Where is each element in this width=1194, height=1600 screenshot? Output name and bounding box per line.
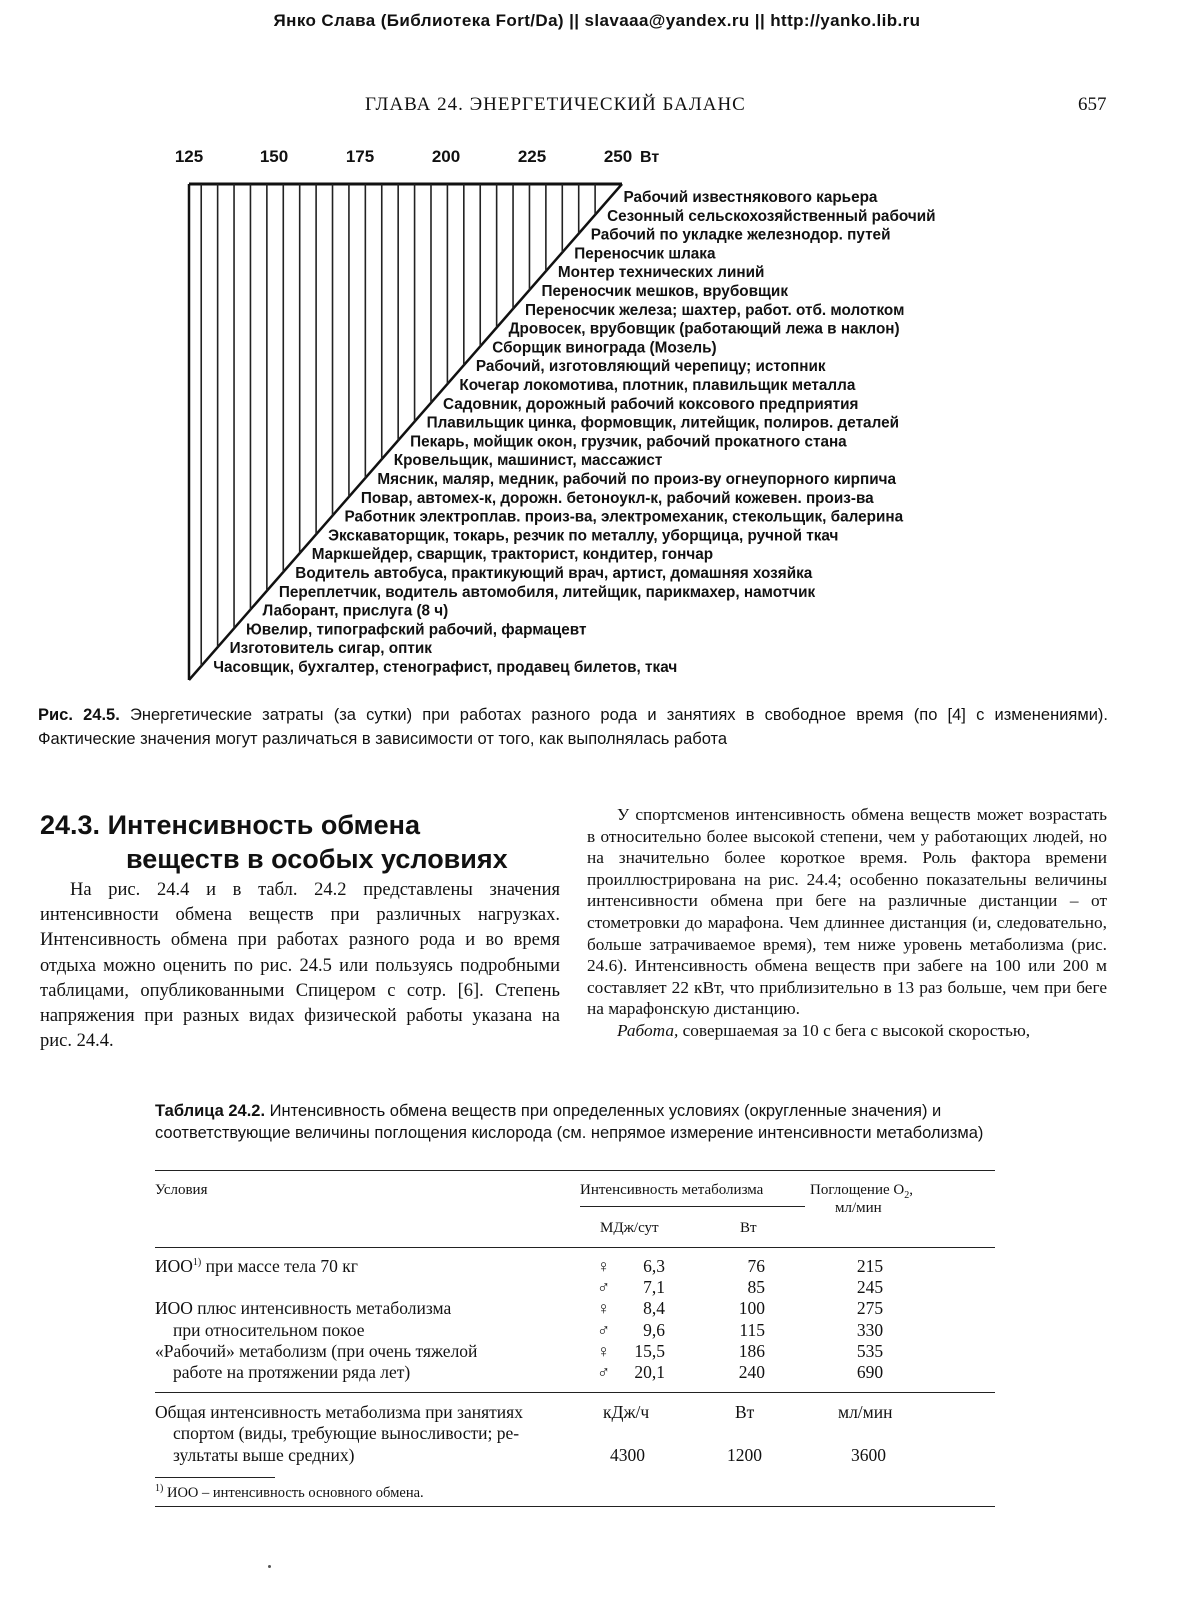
- row-sex: ♀: [597, 1298, 611, 1318]
- left-column: [40, 878, 560, 1054]
- occupation-label: Рабочий по укладке железнодор. путей: [590, 226, 891, 244]
- sport-line2: спортом (виды, требующие выносливости; ре-: [173, 1423, 520, 1443]
- row-o2: 245: [856, 1277, 884, 1297]
- occupation-label: Кровельщик, машинист, массажист: [393, 452, 663, 470]
- axis-tick-label: 225: [517, 147, 547, 166]
- footnote-rule: [155, 1477, 275, 1478]
- sport-unit-kj: кДж/ч: [603, 1402, 650, 1422]
- axis-tick-label: 125: [174, 147, 204, 166]
- right-paragraph-continued: [587, 1020, 1107, 1042]
- header-metabolism-rule: [580, 1206, 805, 1207]
- section-heading: [40, 808, 508, 876]
- row-o2: 330: [856, 1320, 884, 1340]
- row-o2: 690: [856, 1362, 884, 1382]
- axis-tick-label: 175: [345, 147, 375, 166]
- axis-tick-label: 250: [603, 147, 633, 166]
- table-caption-label: Таблица 24.2.: [155, 1102, 266, 1120]
- occupation-label: Мясник, маляр, медник, рабочий по произ-ву огнеупорного кирпича: [377, 471, 897, 488]
- row-o2: 275: [856, 1298, 884, 1318]
- section-title-line1: Интенсивность обмена: [107, 810, 420, 840]
- footnote-mark: 1): [155, 1483, 164, 1494]
- occupation-label: Дровосек, врубовщик (работающий лежа в наклон): [508, 320, 900, 338]
- footnote: [155, 1483, 424, 1502]
- occupation-label: Часовщик, бухгалтер, стенографист, продавец билетов, ткач: [213, 659, 678, 676]
- occupation-label: Изготовитель сигар, оптик: [229, 640, 432, 658]
- header-oxygen-unit: мл/мин: [835, 1200, 882, 1216]
- occupation-label: Пекарь, мойщик окон, грузчик, рабочий прокатного стана: [410, 433, 847, 451]
- occupation-label: Переносчик мешков, врубовщик: [541, 283, 788, 300]
- energy-expenditure-figure: [0, 140, 1194, 690]
- occupation-label: Маркшейдер, сварщик, тракторист, кондитер, гончар: [311, 546, 714, 564]
- occupation-label: Повар, автомех-к, дорожн. бетоноукл-к, рабочий кожевен. произ-ва: [360, 489, 874, 507]
- header-bottom-rule: [155, 1247, 995, 1248]
- occupation-label: Сезонный сельскохозяйственный рабочий: [607, 207, 936, 225]
- figure-caption-text: Энергетические затраты (за сутки) при работах разного рода и занятиях в свободное время (по [4] с изменениями). Фактические значения могут различаться в зависимости от того, как выполнялась работа: [38, 706, 1108, 748]
- occupation-label: Переплетчик, водитель автомобиля, литейщик, парикмахер, намотчик: [278, 583, 816, 601]
- table-caption-text: Интенсивность обмена веществ при определенных условиях (округленные значения) и соответствующие величины поглощения кислорода (см. непрямое измерение интенсивности метаболизма): [155, 1102, 984, 1142]
- occupation-label: Водитель автобуса, практикующий врач, артист, домашняя хозяйка: [295, 565, 813, 582]
- table-bottom-rule: [155, 1506, 995, 1507]
- running-head: ГЛАВА 24. ЭНЕРГЕТИЧЕСКИЙ БАЛАНС: [365, 94, 746, 115]
- subheader-mj: МДж/сут: [600, 1220, 659, 1236]
- header-oxygen-comma: ,: [909, 1182, 913, 1198]
- occupation-label: Садовник, дорожный рабочий коксового предприятия: [442, 395, 859, 413]
- sport-w: 1200: [727, 1445, 762, 1465]
- row-w: 186: [738, 1341, 765, 1361]
- row-w: 100: [738, 1298, 765, 1318]
- axis-tick-label: 200: [431, 147, 461, 166]
- section-number: 24.3.: [40, 810, 101, 840]
- right-italic-word: Работа,: [617, 1020, 679, 1040]
- row-sex: ♂: [597, 1362, 611, 1382]
- header-oxygen-sub: 2: [904, 1190, 910, 1201]
- sport-unit-ml: мл/мин: [838, 1402, 893, 1422]
- row-mj: 6,3: [643, 1256, 665, 1276]
- row-sex: ♀: [597, 1256, 611, 1276]
- row-condition-text: ИОО: [155, 1256, 193, 1276]
- occupation-label: Переносчик железа; шахтер, работ. отб. молотком: [525, 301, 905, 319]
- axis-unit-label: Вт: [640, 149, 660, 166]
- header-metabolism: Интенсивность метаболизма: [580, 1182, 764, 1198]
- row-o2: 535: [856, 1341, 884, 1361]
- row-o2: 215: [856, 1256, 884, 1276]
- row-w: 85: [747, 1277, 765, 1297]
- row-condition: [155, 1256, 358, 1277]
- sport-line3: зультаты выше средних): [173, 1445, 355, 1465]
- occupation-label: Переносчик шлака: [574, 245, 716, 263]
- occupation-label: Работник электроплав. произ-ва, электромеханик, стекольщик, балерина: [344, 508, 904, 526]
- row-condition: работе на протяжении ряда лет): [173, 1362, 411, 1382]
- sport-kj: 4300: [610, 1445, 645, 1465]
- row-w: 76: [747, 1256, 765, 1276]
- row-condition: ИОО плюс интенсивность метаболизма: [155, 1298, 452, 1318]
- subheader-w: Вт: [740, 1220, 757, 1236]
- occupation-label: Ювелир, типографский рабочий, фармацевт: [246, 621, 587, 639]
- header-oxygen: [810, 1182, 913, 1201]
- occupation-label: Сборщик винограда (Мозель): [492, 339, 717, 357]
- occupation-label: Рабочий, изготовляющий черепицу; истопник: [475, 358, 826, 376]
- footnote-text: ИОО – интенсивность основного обмена.: [166, 1484, 424, 1501]
- source-line: Янко Слава (Библиотека Fort/Da) || slavaaa@yandex.ru || http://yanko.lib.ru: [273, 11, 921, 30]
- row-mj: 20,1: [634, 1362, 665, 1382]
- row-condition: «Рабочий» метаболизм (при очень тяжелой: [155, 1341, 478, 1361]
- right-paragraph-tail: совершаемая за 10 с бега с высокой скоростью,: [682, 1020, 1031, 1040]
- occupation-label: Монтер технических линий: [557, 264, 765, 282]
- row-sex: ♀: [597, 1341, 611, 1361]
- row-mj: 7,1: [643, 1277, 665, 1297]
- sport-unit-w: Вт: [735, 1402, 755, 1422]
- row-w: 115: [739, 1320, 765, 1340]
- header-conditions: Условия: [155, 1182, 208, 1198]
- figure-caption: [38, 703, 1108, 751]
- right-column: [587, 804, 1107, 1042]
- figure-caption-label: Рис. 24.5.: [38, 706, 120, 724]
- row-mj: 8,4: [643, 1298, 665, 1318]
- table-top-rule: [155, 1170, 995, 1171]
- header-oxygen-text: Поглощение О: [810, 1182, 905, 1198]
- sport-ml: 3600: [851, 1445, 886, 1465]
- occupation-label: Рабочий известнякового карьера: [623, 189, 878, 206]
- occupation-label: Кочегар локомотива, плотник, плавильщик металла: [459, 377, 856, 394]
- right-paragraph: У спортсменов интенсивность обмена веществ может возрастать в относительно более высокой степени, чем у работающих людей, но на значительно более короткое время. Роль фактора времени проиллюстрирована на рис. 24.4; особенно показательны величины интенсивности обмена при беге на различные дистанции – от стометровки до марафона. Чем длиннее дистанция (и, следовательно, больше затрачиваемое время), тем ниже уровень метаболизма (рис. 24.6). Интенсивность обмена веществ при забеге на 100 или 200 м составляет 22 кВт, что приблизительно в 13 раз больше, чем при беге на марафонскую дистанцию.: [587, 805, 1107, 1019]
- occupation-label: Экскаваторщик, токарь, резчик по металлу, уборщица, ручной ткач: [328, 527, 839, 545]
- row-sex: ♂: [597, 1277, 611, 1297]
- section-title-line2: веществ в особых условиях: [126, 844, 508, 874]
- table-caption: [155, 1101, 995, 1144]
- row-condition-rest: при массе тела 70 кг: [201, 1256, 358, 1276]
- row-condition: при относительном покое: [173, 1320, 365, 1340]
- row-mj: 9,6: [643, 1320, 665, 1340]
- occupation-label: Плавильщик цинка, формовщик, литейщик, полиров. деталей: [426, 414, 900, 432]
- sport-line1: Общая интенсивность метаболизма при занятиях: [155, 1402, 523, 1422]
- row-sex: ♂: [597, 1320, 611, 1340]
- row-w: 240: [738, 1362, 765, 1382]
- left-paragraph: На рис. 24.4 и в табл. 24.2 представлены значения интенсивности обмена веществ при различных нагрузках. Интенсивность обмена при работах разного рода и во время отдыха можно оценить по рис. 24.5 или пользуясь подробными таблицами, опубликованными Спицером с сотр. [6]. Степень напряжения при разных видах физической работы указана на рис. 24.4.: [40, 880, 560, 1052]
- footnote-ref: 1): [192, 1257, 202, 1269]
- page-speck: [268, 1565, 271, 1568]
- occupation-label: Лаборант, прислуга (8 ч): [262, 602, 449, 620]
- sport-rule: [155, 1392, 995, 1393]
- row-mj: 15,5: [634, 1341, 665, 1361]
- axis-tick-label: 150: [259, 147, 289, 166]
- page-number: 657: [1078, 94, 1107, 115]
